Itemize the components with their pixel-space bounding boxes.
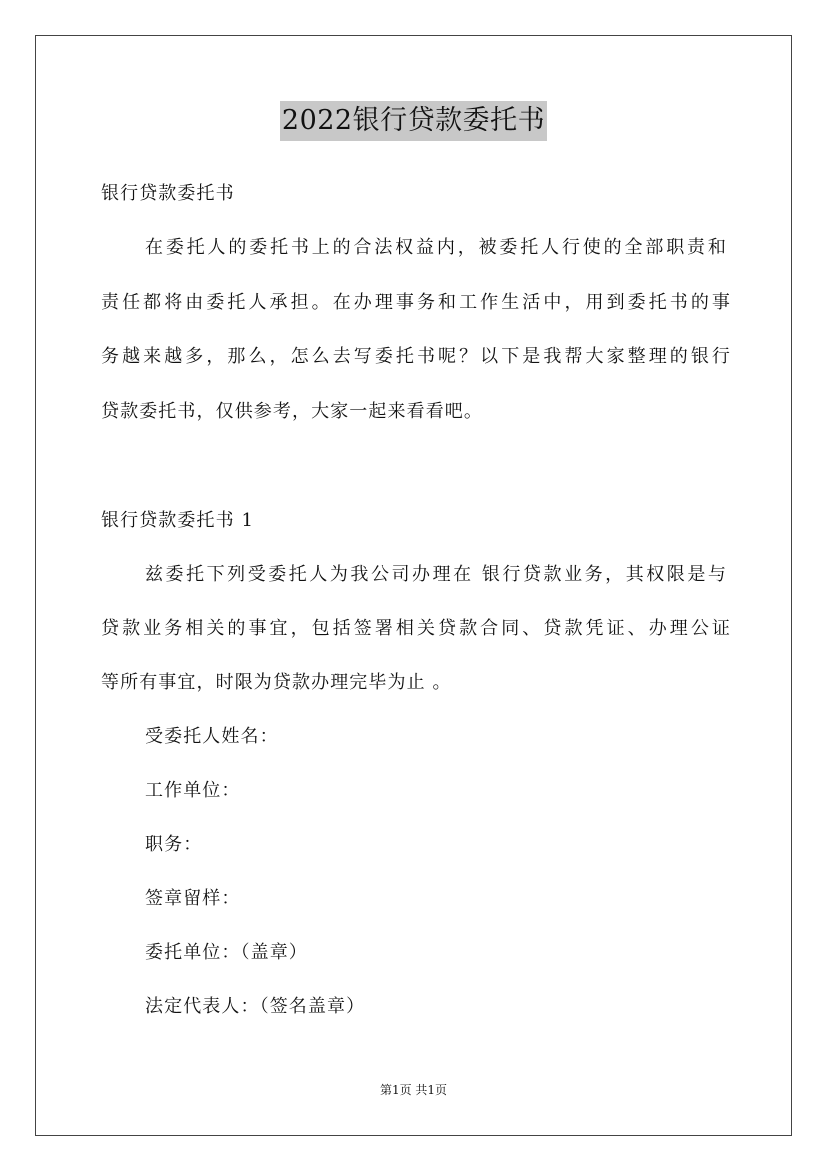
paragraph-line: 贷款业务相关的事宜，包括签署相关贷款合同、贷款凭证、办理公证 xyxy=(101,618,731,639)
paragraph-line: 在委托人的委托书上的合法权益内，被委托人行使的全部职责和 xyxy=(145,237,727,258)
paragraph-line: 务越来越多，那么，怎么去写委托书呢？以下是我帮大家整理的银行 xyxy=(101,346,731,367)
document-title: 2022银行贷款委托书 xyxy=(280,101,547,141)
title-container xyxy=(0,101,827,141)
field-legal-representative: 法定代表人：（签名盖章） xyxy=(145,996,366,1017)
field-work-unit: 工作单位： xyxy=(145,780,241,801)
section-heading: 银行贷款委托书 1 xyxy=(101,510,255,531)
field-entrusting-unit: 委托单位：（盖章） xyxy=(145,942,308,963)
field-signature-sample: 签章留样： xyxy=(145,888,241,909)
paragraph-line: 责任都将由委托人承担。在办理事务和工作生活中，用到委托书的事 xyxy=(101,292,731,313)
field-trustee-name: 受委托人姓名： xyxy=(145,726,279,747)
paragraph-line: 等所有事宜，时限为贷款办理完毕为止 。 xyxy=(101,672,452,693)
field-position: 职务： xyxy=(145,834,203,855)
page-footer: 第1页 共1页 xyxy=(379,1083,448,1097)
section-heading: 银行贷款委托书 xyxy=(101,183,235,204)
paragraph-line: 兹委托下列受委托人为我公司办理在 银行贷款业务，其权限是与 xyxy=(145,564,727,585)
paragraph-line: 贷款委托书，仅供参考，大家一起来看看吧。 xyxy=(101,401,483,422)
